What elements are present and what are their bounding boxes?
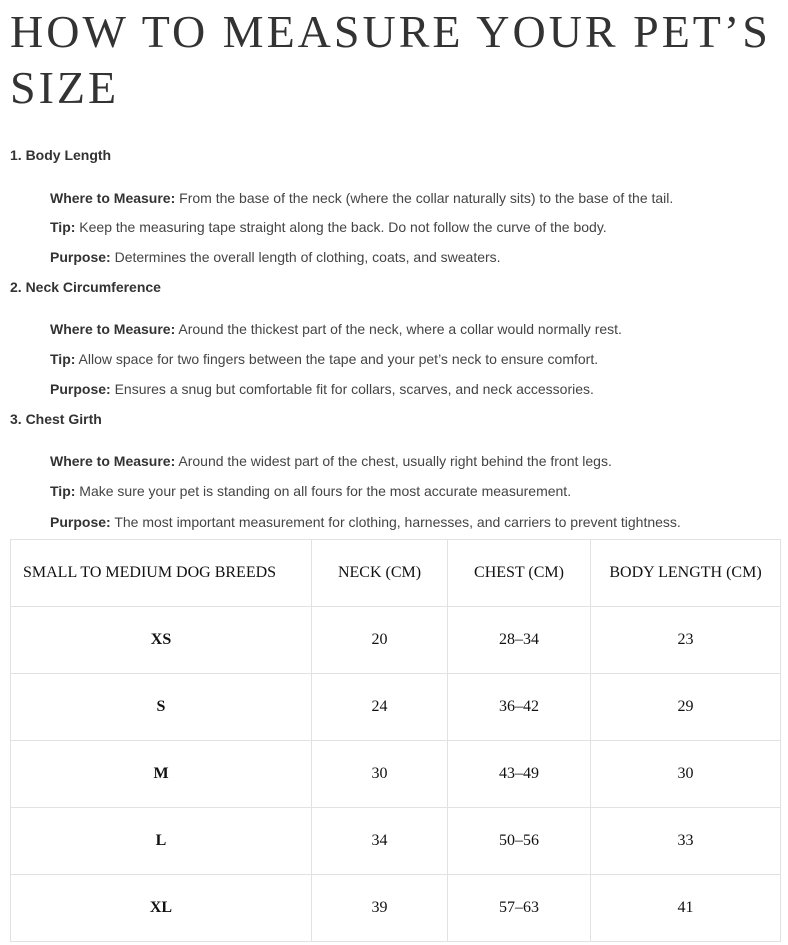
chest-cell: 43–49 — [448, 741, 591, 808]
detail-label: Where to Measure: — [50, 190, 176, 206]
detail-label: Tip: — [50, 483, 76, 499]
section-heading-neck: 2. Neck Circumference — [10, 279, 161, 295]
body-length-cell: 29 — [591, 674, 781, 741]
table-header-row — [11, 540, 781, 607]
table-row — [11, 607, 781, 674]
detail-text: Keep the measuring tape straight along the back. Do not follow the curve of the body. — [75, 219, 607, 235]
body-length-cell: 41 — [591, 875, 781, 942]
body-length-cell: 30 — [591, 741, 781, 808]
detail-text: Around the thickest part of the neck, where a collar would normally rest. — [175, 321, 622, 337]
size-cell: XS — [11, 607, 312, 674]
size-chart-table — [10, 539, 781, 942]
size-cell: XL — [11, 875, 312, 942]
neck-where — [50, 320, 622, 338]
size-cell: S — [11, 674, 312, 741]
detail-text: The most important measurement for clothing, harnesses, and carriers to prevent tightness. — [110, 514, 681, 530]
neck-purpose — [50, 380, 594, 398]
detail-label: Purpose: — [50, 514, 111, 530]
detail-text: Around the widest part of the chest, usually right behind the front legs. — [175, 453, 612, 469]
detail-text: From the base of the neck (where the collar naturally sits) to the base of the tail. — [175, 190, 674, 206]
detail-label: Purpose: — [50, 249, 111, 265]
size-cell: M — [11, 741, 312, 808]
neck-cell: 39 — [312, 875, 448, 942]
size-cell: L — [11, 808, 312, 875]
column-header-breed: SMALL TO MEDIUM DOG BREEDS — [11, 540, 312, 607]
table-row — [11, 875, 781, 942]
chest-cell: 50–56 — [448, 808, 591, 875]
chest-tip — [50, 482, 571, 500]
neck-cell: 34 — [312, 808, 448, 875]
detail-text: Ensures a snug but comfortable fit for collars, scarves, and neck accessories. — [110, 381, 594, 397]
column-header-neck: NECK (CM) — [312, 540, 448, 607]
detail-label: Purpose: — [50, 381, 111, 397]
detail-text: Allow space for two fingers between the tape and your pet’s neck to ensure comfort. — [75, 351, 599, 367]
column-header-body-length: BODY LENGTH (CM) — [591, 540, 781, 607]
body-length-cell: 23 — [591, 607, 781, 674]
page-title: HOW TO MEASURE YOUR PET’S SIZE — [10, 6, 771, 113]
body-length-where — [50, 189, 673, 207]
table-row — [11, 741, 781, 808]
detail-label: Where to Measure: — [50, 453, 176, 469]
neck-cell: 30 — [312, 741, 448, 808]
chest-purpose — [50, 513, 681, 531]
neck-cell: 24 — [312, 674, 448, 741]
column-header-chest: CHEST (CM) — [448, 540, 591, 607]
table-row — [11, 674, 781, 741]
table-row — [11, 808, 781, 875]
section-heading-chest: 3. Chest Girth — [10, 411, 102, 427]
chest-cell: 36–42 — [448, 674, 591, 741]
body-length-cell: 33 — [591, 808, 781, 875]
detail-label: Where to Measure: — [50, 321, 176, 337]
chest-cell: 28–34 — [448, 607, 591, 674]
detail-label: Tip: — [50, 351, 76, 367]
neck-tip — [50, 350, 598, 368]
chest-cell: 57–63 — [448, 875, 591, 942]
body-length-tip — [50, 218, 607, 236]
detail-label: Tip: — [50, 219, 76, 235]
chest-where — [50, 452, 612, 470]
detail-text: Determines the overall length of clothing, coats, and sweaters. — [110, 249, 501, 265]
neck-cell: 20 — [312, 607, 448, 674]
section-heading-body-length: 1. Body Length — [10, 147, 112, 163]
detail-text: Make sure your pet is standing on all fours for the most accurate measurement. — [75, 483, 572, 499]
body-length-purpose — [50, 248, 501, 266]
